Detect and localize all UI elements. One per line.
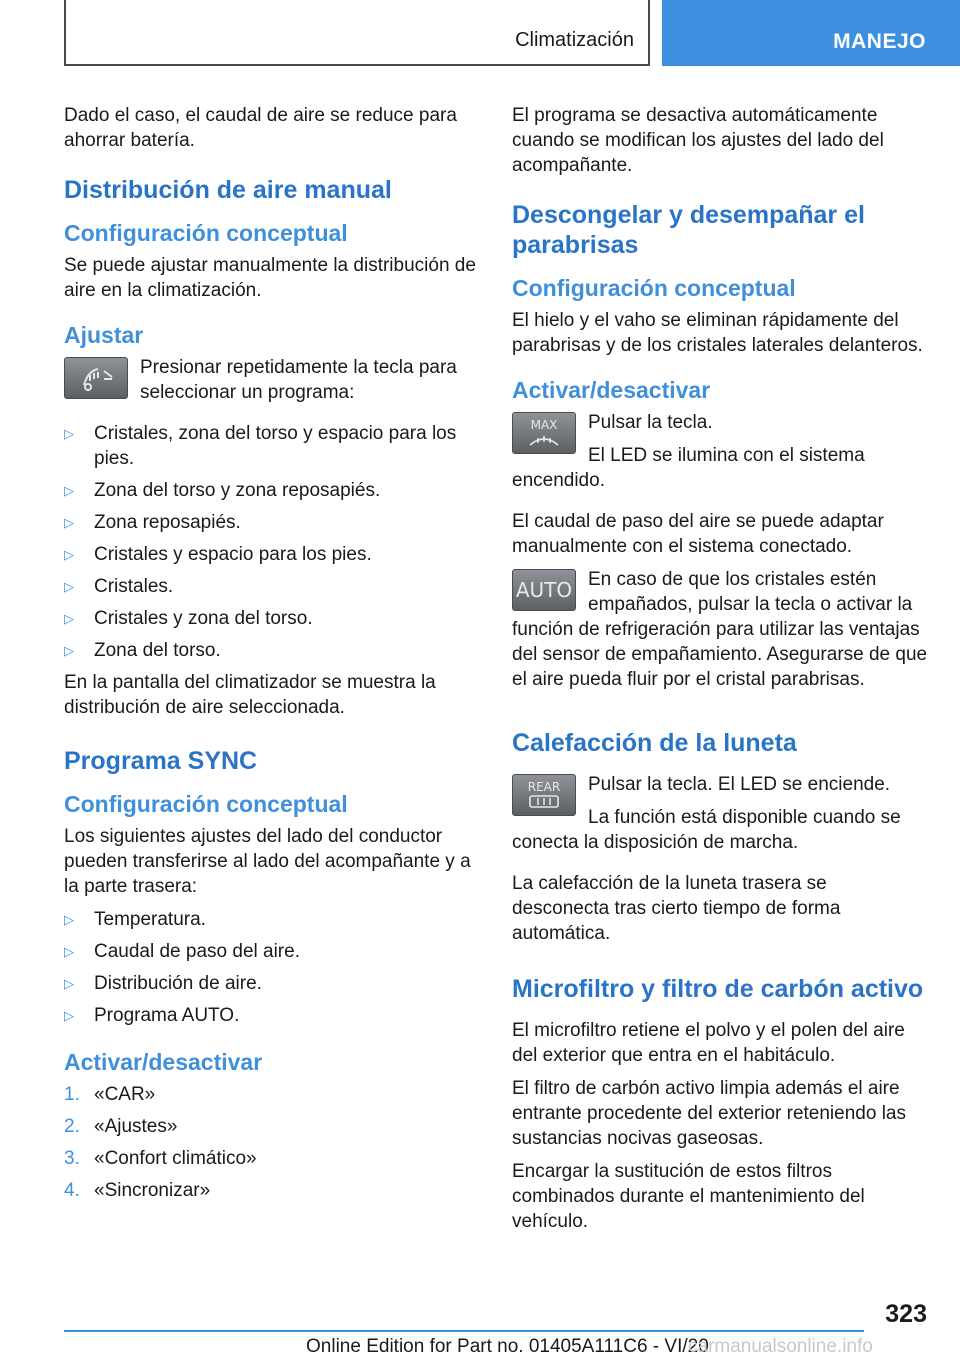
right-column <box>512 103 928 1242</box>
list-item: ▷ Zona reposapiés. <box>64 512 241 533</box>
list-item: 1. «CAR» <box>64 1084 156 1105</box>
rear-key-block <box>512 772 928 863</box>
list-item: ▷ Temperatura. <box>64 909 206 930</box>
list-item: 3. «Confort climático» <box>64 1148 257 1169</box>
rear-window-heating-key-icon: REAR <box>512 774 576 816</box>
heading-concept-3: Configuración conceptual <box>512 275 796 301</box>
triangle-bullet-icon: ▷ <box>64 976 74 991</box>
auto-paragraph: En caso de que los cristales estén empañados, pulsar la tecla o activar la función de refrigeración para utilizar las ventajas del sensor de empañamiento. Asegurarse de que el aire pueda fluir por el cristal parabrisas. <box>512 569 928 690</box>
heading-sync: Programa SYNC <box>64 747 258 775</box>
filter-paragraph-2: El filtro de carbón activo limpia además el aire entrante procedente del exterior reteniendo las sustancias nocivas gaseosas. <box>512 1078 906 1149</box>
filter-paragraph-3: Encargar la sustitución de estos filtros combinados durante el mantenimiento del vehículo. <box>512 1161 865 1232</box>
heading-activar-2: Activar/desactivar <box>512 377 711 403</box>
max-defrost-key-icon: MAX <box>512 412 576 454</box>
heading-concept-2: Configuración conceptual <box>64 791 348 817</box>
triangle-bullet-icon: ▷ <box>64 944 74 959</box>
triangle-bullet-icon: ▷ <box>64 515 74 530</box>
list-item: ▷ Caudal de paso del aire. <box>64 941 300 962</box>
rear-paragraph-3: La calefacción de la luneta trasera se desconecta tras cierto tiempo de forma automática. <box>512 873 841 944</box>
list-item: ▷ Cristales y zona del torso. <box>64 608 313 629</box>
header-section-title: Climatización <box>515 29 634 51</box>
steps-list <box>64 1082 480 1203</box>
left-column <box>64 103 480 1210</box>
triangle-bullet-icon: ▷ <box>64 483 74 498</box>
max-paragraph-2: El LED se ilumina con el sistema encendido. <box>512 445 865 491</box>
max-paragraph-1: Pulsar la tecla. <box>588 412 713 433</box>
intro-paragraph: Dado el caso, el caudal de aire se reduce para ahorrar batería. <box>64 105 457 151</box>
heading-ajustar: Ajustar <box>64 322 144 348</box>
caudal-paragraph: El caudal de paso del aire se puede adaptar manualmente con el sistema conectado. <box>512 511 884 557</box>
triangle-bullet-icon: ▷ <box>64 643 74 658</box>
heading-filter: Microfiltro y filtro de carbón activo <box>512 975 924 1003</box>
air-distribution-key-icon <box>64 357 128 399</box>
heading-manual-distribution: Distribución de aire manual <box>64 176 392 204</box>
concept-1-paragraph: Se puede ajustar manualmente la distribución de aire en la climatización. <box>64 255 476 301</box>
triangle-bullet-icon: ▷ <box>64 611 74 626</box>
header-chapter-tab[interactable] <box>662 0 960 66</box>
concept-2-paragraph: Los siguientes ajustes del lado del conductor pueden transferirse al lado del acompañante y a la parte trasera: <box>64 826 471 897</box>
page-number: 323 <box>885 1300 927 1328</box>
rear-paragraph-1: Pulsar la tecla. El LED se enciende. <box>588 774 891 795</box>
list-item: ▷ Zona del torso. <box>64 640 221 661</box>
list-item: 2. «Ajustes» <box>64 1116 178 1137</box>
triangle-bullet-icon: ▷ <box>64 426 74 441</box>
auto-key-icon: AUTO <box>512 569 576 611</box>
header-frame <box>64 0 650 66</box>
air-distribution-key-block <box>64 355 480 413</box>
list-item: ▷ Cristales. <box>64 576 174 597</box>
rear-paragraph-2: La función está disponible cuando se conecta la disposición de marcha. <box>512 807 901 853</box>
list-item: ▷ Cristales y espacio para los pies. <box>64 544 372 565</box>
triangle-bullet-icon: ▷ <box>64 579 74 594</box>
header-chapter-label: MANEJO <box>833 30 926 53</box>
program-list <box>64 421 480 663</box>
footer-divider <box>64 1330 864 1332</box>
max-key-block <box>512 410 928 501</box>
list-item: ▷ Programa AUTO. <box>64 1005 240 1026</box>
triangle-bullet-icon: ▷ <box>64 912 74 927</box>
footer-edition-text: Online Edition for Part no. 01405A111C6 - VI/20 <box>306 1336 709 1357</box>
concept-3-paragraph: El hielo y el vaho se eliminan rápidamente del parabrisas y de los cristales laterales delanteros. <box>512 310 923 356</box>
list-item: ▷ Cristales, zona del torso y espacio para los pies. <box>64 423 457 469</box>
list-item: 4. «Sincronizar» <box>64 1180 211 1201</box>
ajustar-paragraph: Presionar repetidamente la tecla para seleccionar un programa: <box>140 357 457 403</box>
sync-list <box>64 907 480 1028</box>
heading-defrost: Descongelar y desempañar el parabrisas <box>512 201 865 259</box>
heading-activar: Activar/desactivar <box>64 1049 263 1075</box>
list-item: ▷ Distribución de aire. <box>64 973 262 994</box>
heading-concept-1: Configuración conceptual <box>64 220 348 246</box>
triangle-bullet-icon: ▷ <box>64 1008 74 1023</box>
heading-rear-heating: Calefacción de la luneta <box>512 729 797 757</box>
triangle-bullet-icon: ▷ <box>64 547 74 562</box>
right-intro-paragraph: El programa se desactiva automáticamente cuando se modifican los ajustes del lado del acompañante. <box>512 105 884 176</box>
list-item: ▷ Zona del torso y zona reposapiés. <box>64 480 381 501</box>
display-paragraph: En la pantalla del climatizador se muestra la distribución de aire seleccionada. <box>64 672 436 718</box>
auto-key-block <box>512 567 928 700</box>
watermark: carmanualsonline.info <box>688 1336 873 1357</box>
filter-paragraph-1: El microfiltro retiene el polvo y el polen del aire del exterior que entra en el habitáculo. <box>512 1020 905 1066</box>
